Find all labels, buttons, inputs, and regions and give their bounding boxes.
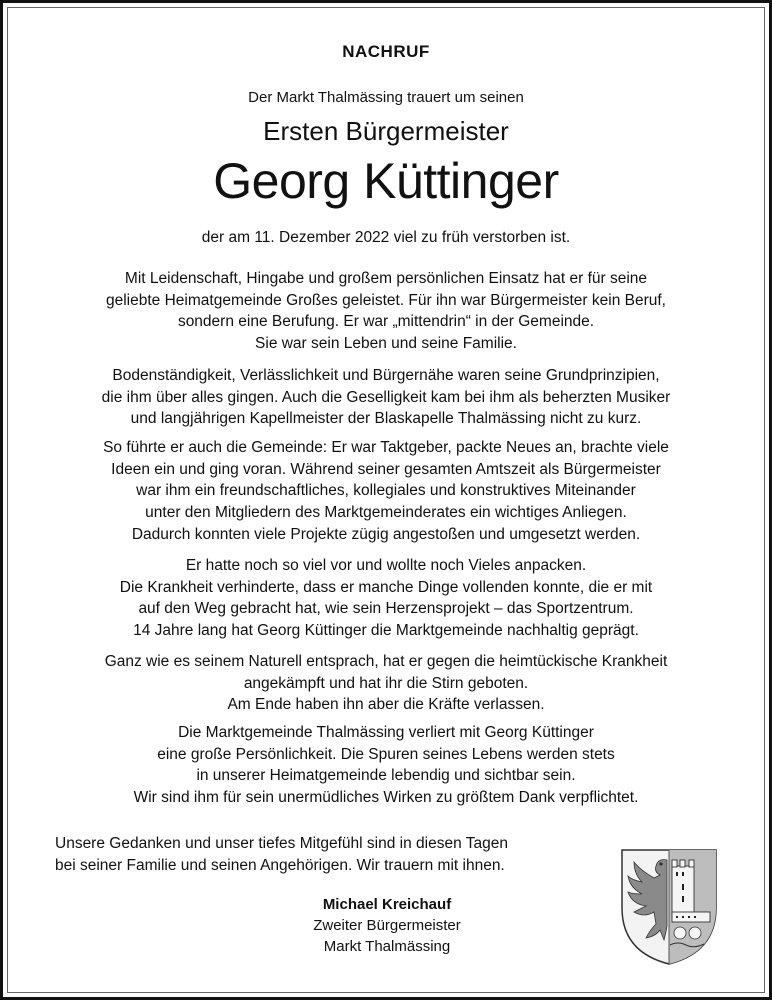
closing-line: Unsere Gedanken und unser tiefes Mitgefühl sind in diesen Tagen bbox=[55, 835, 508, 852]
paragraph-3 bbox=[0, 437, 772, 546]
heading: NACHRUF bbox=[342, 42, 430, 61]
paragraph-line: Am Ende haben ihn aber die Kräfte verlassen. bbox=[227, 696, 545, 714]
deceased-name: Georg Küttinger bbox=[213, 153, 559, 209]
date-line: der am 11. Dezember 2022 viel zu früh verstorben ist. bbox=[201, 229, 571, 246]
paragraph-1 bbox=[0, 268, 772, 355]
paragraph-4 bbox=[0, 555, 772, 642]
paragraph-line: eine große Persönlichkeit. Die Spuren seines Lebens werden stets bbox=[157, 745, 615, 763]
closing-line: bei seiner Familie und seinen Angehörigen. Wir trauern mit ihnen. bbox=[55, 856, 505, 874]
paragraph-line: Mit Leidenschaft, Hingabe und großem persönlichen Einsatz hat er für seine bbox=[124, 270, 648, 287]
paragraph-line: Dadurch konnten viele Projekte zügig angestoßen und umgesetzt werden. bbox=[131, 525, 641, 543]
paragraph-line: auf den Weg gebracht hat, wie sein Herzensprojekt – das Sportzentrum. bbox=[138, 600, 634, 618]
paragraph-line: 14 Jahre lang hat Georg Küttinger die Marktgemeinde nachhaltig geprägt. bbox=[133, 622, 639, 640]
signer-role: Zweiter Bürgermeister bbox=[313, 917, 461, 934]
signature-block bbox=[272, 894, 502, 957]
paragraph-line: Er hatte noch so viel vor und wollte noch Vieles anpacken. bbox=[185, 557, 587, 574]
paragraph-line: die ihm über alles gingen. Auch die Geselligkeit kam bei ihm als beherzten Musiker bbox=[101, 388, 671, 406]
paragraph-5 bbox=[0, 651, 772, 716]
signer-name: Michael Kreichauf bbox=[322, 896, 452, 913]
paragraph-line: Ganz wie es seinem Naturell entsprach, hat er gegen die heimtückische Krankheit bbox=[104, 653, 668, 670]
paragraph-line: sondern eine Berufung. Er war „mittendrin“ in der Gemeinde. bbox=[177, 313, 595, 331]
paragraph-line: Die Marktgemeinde Thalmässing verliert mit Georg Küttinger bbox=[178, 724, 594, 741]
paragraph-2 bbox=[0, 365, 772, 430]
paragraph-line: Wir sind ihm für sein unermüdliches Wirken zu größtem Dank verpflichtet. bbox=[133, 789, 639, 807]
intro-line: Der Markt Thalmässing trauert um seinen bbox=[248, 89, 524, 106]
coat-of-arms-icon bbox=[620, 848, 718, 966]
paragraph-line: unter den Mitgliedern des Marktgemeinderates ein wichtiges Anliegen. bbox=[145, 504, 627, 522]
paragraph-line: Bodenständigkeit, Verlässlichkeit und Bürgernähe waren seine Grundprinzipien, bbox=[112, 367, 660, 384]
paragraph-line: in unserer Heimatgemeinde lebendig und sichtbar sein. bbox=[196, 767, 576, 785]
paragraph-line: geliebte Heimatgemeinde Großes geleistet. Für ihn war Bürgermeister kein Beruf, bbox=[106, 291, 666, 309]
paragraph-line: angekämpft und hat ihr die Stirn geboten. bbox=[243, 674, 529, 692]
paragraph-line: und langjährigen Kapellmeister der Blaskapelle Thalmässing nicht zu kurz. bbox=[130, 410, 642, 428]
paragraph-line: war ihm ein freundschaftliches, kollegiales und konstruktives Miteinander bbox=[136, 482, 636, 500]
paragraph-line: So führte er auch die Gemeinde: Er war Taktgeber, packte Neues an, brachte viele bbox=[103, 439, 669, 456]
paragraph-line: Ideen ein und ging voran. Während seiner gesamten Amtszeit als Bürgermeister bbox=[111, 460, 661, 478]
paragraph-line: Sie war sein Leben und seine Familie. bbox=[255, 335, 517, 353]
paragraph-6 bbox=[0, 722, 772, 809]
paragraph-line: Die Krankheit verhinderte, dass er manche Dinge vollenden konnte, die er mit bbox=[119, 578, 653, 596]
signer-org: Markt Thalmässing bbox=[323, 938, 451, 955]
title: Ersten Bürgermeister bbox=[263, 116, 509, 146]
closing-paragraph bbox=[55, 833, 508, 876]
